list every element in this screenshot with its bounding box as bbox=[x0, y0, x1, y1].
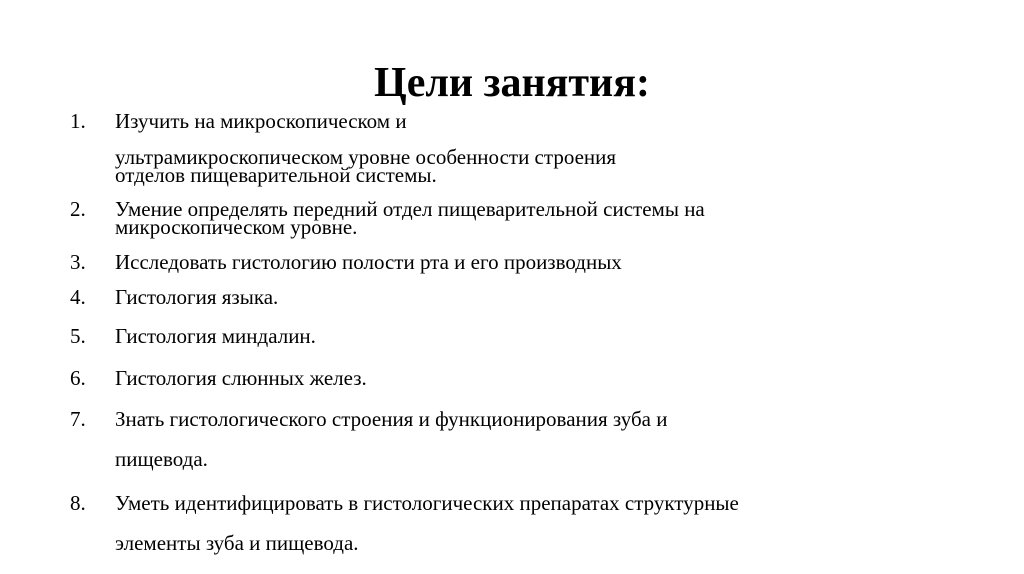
item-number: 6. bbox=[70, 366, 86, 390]
item-line: Уметь идентифицировать в гистологических препаратах структурные bbox=[115, 491, 739, 515]
item-text bbox=[115, 408, 965, 470]
item-text bbox=[115, 251, 965, 273]
item-number: 1. bbox=[70, 109, 86, 133]
item-text bbox=[115, 492, 965, 554]
item-number: 3. bbox=[70, 250, 86, 274]
item-number: 2. bbox=[70, 197, 86, 221]
item-number: 7. bbox=[70, 407, 86, 431]
item-text bbox=[115, 198, 965, 238]
item-text bbox=[115, 110, 965, 186]
item-line: Гистология языка. bbox=[115, 285, 279, 309]
item-line: элементы зуба и пищевода. bbox=[115, 531, 359, 555]
item-line: ультрамикроскопическом уровне особенности строения bbox=[115, 145, 617, 169]
item-line: Гистология миндалин. bbox=[115, 324, 316, 348]
item-text bbox=[115, 286, 965, 308]
item-line: пищевода. bbox=[115, 447, 208, 471]
item-number: 5. bbox=[70, 324, 86, 348]
item-line: микроскопическом уровне. bbox=[115, 215, 358, 239]
item-number: 4. bbox=[70, 285, 86, 309]
item-number: 8. bbox=[70, 491, 86, 515]
item-line: Гистология слюнных желез. bbox=[115, 366, 367, 390]
item-text bbox=[115, 367, 965, 389]
item-line: Знать гистологического строения и функционирования зуба и bbox=[115, 407, 668, 431]
item-line: Умение определять передний отдел пищеварительной системы на bbox=[115, 197, 705, 221]
item-text bbox=[115, 325, 965, 347]
slide-title: Цели занятия: bbox=[374, 60, 650, 106]
item-line: Исследовать гистологию полости рта и его производных bbox=[115, 250, 622, 274]
item-line: отделов пищеварительной системы. bbox=[115, 163, 437, 187]
item-line: Изучить на микроскопическом и bbox=[115, 109, 407, 133]
